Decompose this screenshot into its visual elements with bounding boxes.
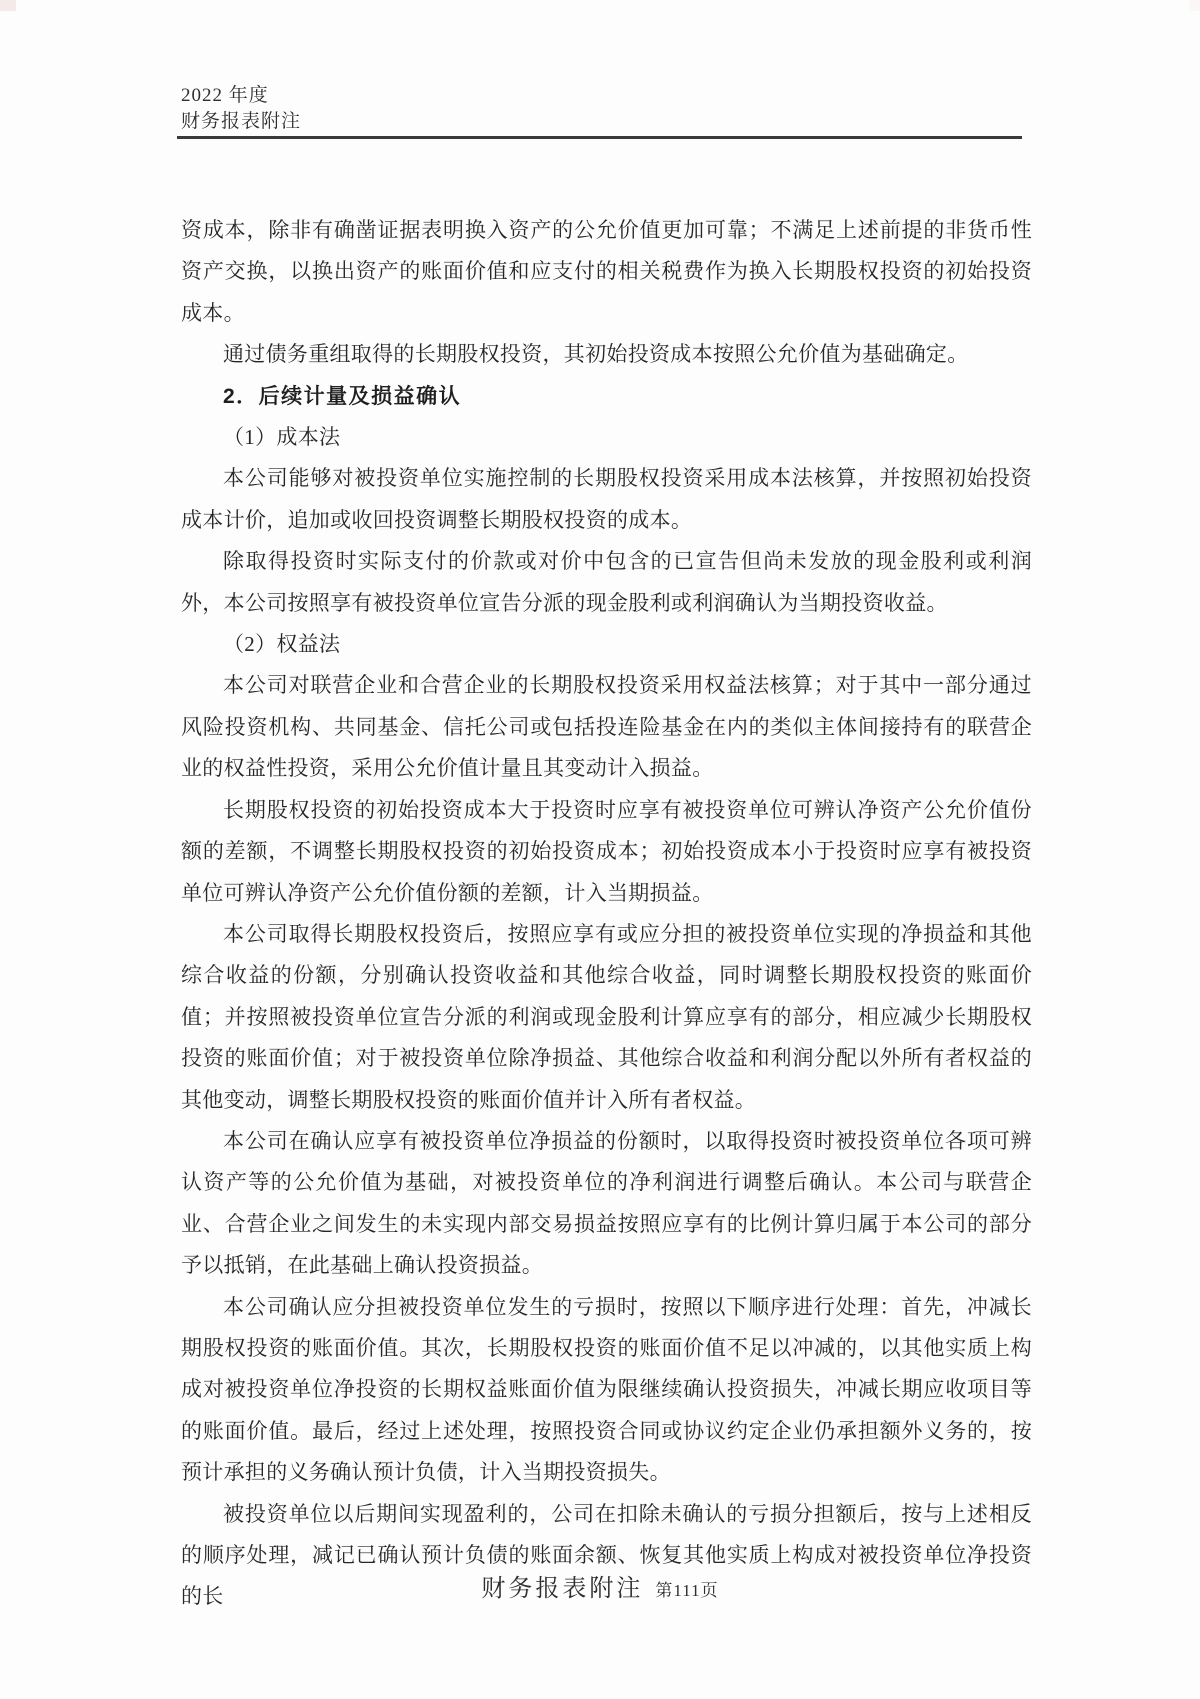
paragraph: 本公司确认应分担被投资单位发生的亏损时，按照以下顺序进行处理：首先，冲减长期股权投资的账面价值。其次，长期股权投资的账面价值不足以冲减的，以其他实质上构成对被投资单位净投资的长期权益账面价值为限继续确认投资损失，冲减长期应收项目等的账面价值。最后，经过上述处理，按照投资合同或协议约定企业仍承担额外义务的，按预计承担的义务确认预计负债，计入当期投资损失。 [181,1294,1032,1485]
document-body [181,210,1032,1618]
page-footer [0,1568,1200,1603]
header-divider-rule [177,136,1022,139]
paragraph: 本公司在确认应享有被投资单位净损益的份额时，以取得投资时被投资单位各项可辨认资产等的公允价值为基础，对被投资单位的净利润进行调整后确认。本公司与联营企业、合营企业之间发生的未实现内部交易损益按照应享有的比例计算归属于本公司的部分予以抵销，在此基础上确认投资损益。 [181,1128,1032,1278]
subheading-equity-method: （2）权益法 [223,632,341,657]
footer-page-number: 第111页 [655,1581,719,1600]
footer-title: 财务报表附注 [481,1576,644,1602]
paragraph: 本公司取得长期股权投资后，按照应享有或应分担的被投资单位实现的净损益和其他综合收益的份额，分别确认投资收益和其他综合收益，同时调整长期股权投资的账面价值；并按照被投资单位宣告分派的利润或现金股利计算应享有的部分，相应减少长期股权投资的账面价值；对于被投资单位除净损益、其他综合收益和利润分配以外所有者权益的其他变动，调整长期股权投资的账面价值并计入所有者权益。 [181,921,1032,1112]
paragraph: 除取得投资时实际支付的价款或对价中包含的已宣告但尚未发放的现金股利或利润外，本公司按照享有被投资单位宣告分派的现金股利或利润确认为当期投资收益。 [181,549,1032,615]
paragraph-continuation: 资成本，除非有确凿证据表明换入资产的公允价值更加可靠；不满足上述前提的非货币性资产交换，以换出资产的账面价值和应支付的相关税费作为换入长期股权投资的初始投资成本。 [181,218,1032,325]
header-title-line: 财务报表附注 [181,111,302,132]
paragraph: 本公司对联营企业和合营企业的长期股权投资采用权益法核算；对于其中一部分通过风险投资机构、共同基金、信托公司或包括投连险基金在内的类似主体间接持有的联营企业的权益性投资，采用公允价值计量且其变动计入损益。 [181,673,1032,781]
subheading-cost-method: （1）成本法 [223,425,341,450]
paragraph: 长期股权投资的初始投资成本大于投资时应享有被投资单位可辨认净资产公允价值份额的差额，不调整长期股权投资的初始投资成本；初始投资成本小于投资时应享有被投资单位可辨认净资产公允价值份额的差额，计入当期损益。 [181,797,1032,905]
scan-corner-mark-right [1189,0,1200,11]
paragraph-truncated: 被投资单位以后期间实现盈利的，公司在扣除未确认的亏损分担额后，按与上述相反的顺序处理，减记已确认预计负债的账面余额、恢复其他实质上构成对被投资单位净投资的长 [181,1501,1032,1609]
paragraph: 本公司能够对被投资单位实施控制的长期股权投资采用成本法核算，并按照初始投资成本计价，追加或收回投资调整长期股权投资的成本。 [181,466,1032,532]
section-heading-subsequent-measurement: 2．后续计量及损益确认 [223,384,462,408]
header-year-line: 2022 年度 [181,85,269,106]
page-header [181,83,301,135]
scan-corner-mark-left [0,0,16,11]
paragraph: 通过债务重组取得的长期股权投资，其初始投资成本按照公允价值为基础确定。 [223,342,969,367]
